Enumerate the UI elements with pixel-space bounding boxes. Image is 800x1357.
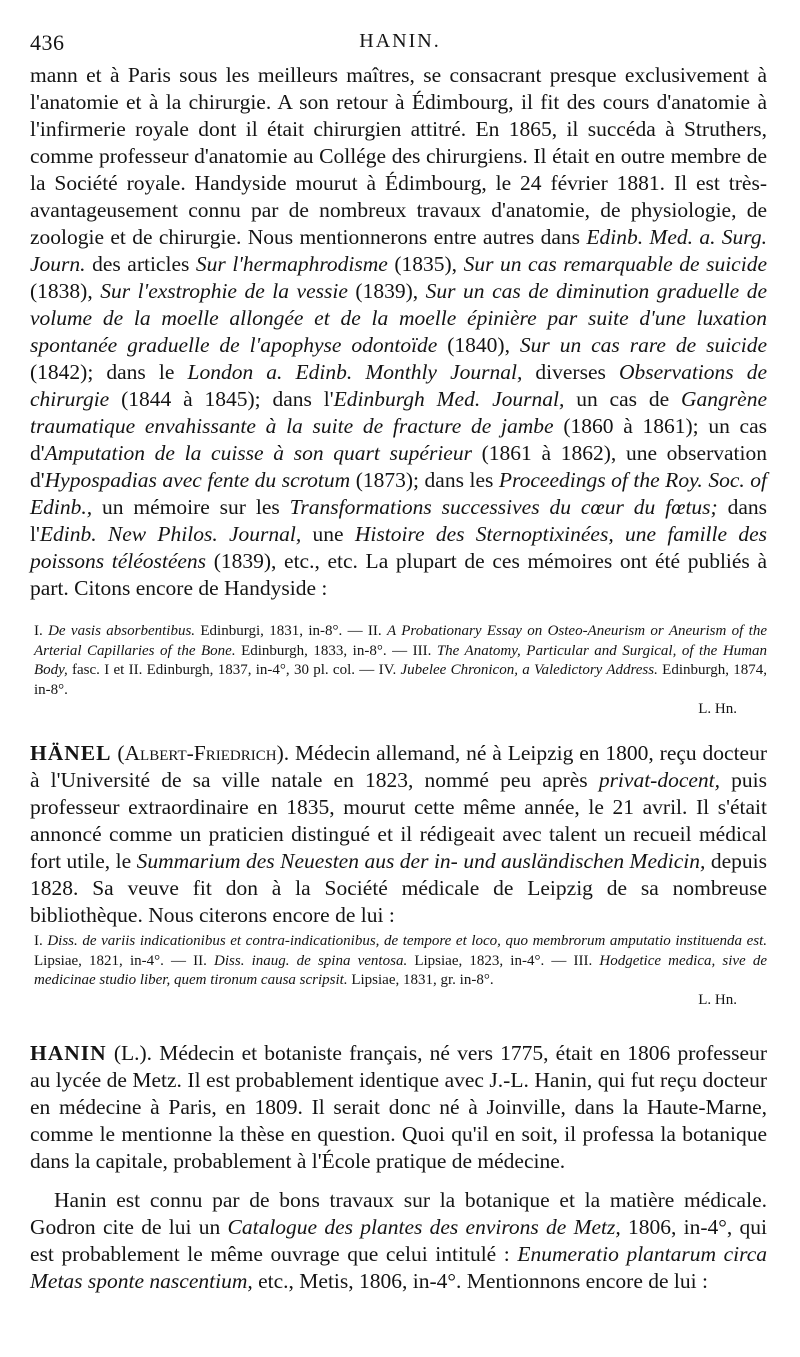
text-run: depuis 1828. Sa veuve fit don à la Société médicale de Leipzig de sa nombreuse bibliothèque. Nous citerons encore de lui : — [30, 849, 767, 927]
running-head: HANIN. — [359, 30, 441, 52]
text-run: une — [301, 522, 355, 546]
text-run: un mémoire sur les — [92, 495, 290, 519]
hanin-entry — [30, 1040, 767, 1175]
page-number: 436 — [30, 30, 65, 55]
text-run: I. — [34, 623, 49, 639]
work-title: Edinburgh Med. Journal, — [333, 387, 565, 411]
entry-forenames: (L.). — [113, 1041, 153, 1065]
bib-title: Hodgetice medica, sive de medicinae studio liber, quem tironum causa scripsit. — [34, 952, 767, 988]
author-signature: L. Hn. — [698, 991, 737, 1008]
work-title: Edinb. New Philos. Journal, — [39, 522, 302, 546]
text-run: des articles — [85, 252, 196, 276]
text-run: I. — [34, 933, 48, 949]
text-run: (1842); dans le — [30, 360, 188, 384]
work-title: Gangrène traumatique envahissante à la suite de fracture de jambe — [30, 387, 768, 438]
work-title: Enumeratio plantarum circa Metas sponte nascentium, — [30, 1242, 768, 1293]
bib-title: The Anatomy, Particular and Surgical, of the Human Body, — [34, 642, 768, 678]
text-run: Edinburgi, 1831, in-8°. — II. — [195, 623, 388, 639]
work-title: Sur un cas de diminution graduelle de volume de la moelle allongée et de la moelle épinière par suite d'une luxation spontanée graduelle de l'apophyse odontoïde — [30, 279, 767, 357]
text-run: fasc. I et II. Edinburgh, 1837, in-4°, 30 pl. col. — IV. — [67, 662, 401, 678]
entry-headword: HANIN — [30, 1041, 107, 1065]
text-run: (1839), etc., etc. La plupart de ces mémoires ont été publiés à part. Citons encore de Handyside : — [30, 549, 767, 600]
text-run: Hanin est connu par de bons travaux sur la botanique et la matière médicale. Godron cite de lui un — [30, 1188, 767, 1239]
hanin-paragraph-2 — [30, 1187, 767, 1295]
work-title: Proceedings of the Roy. Soc. of Edinb., — [30, 468, 768, 519]
work-title: Histoire des Sternoptixinées, une famille des poissons téléostéens — [30, 522, 767, 573]
hanel-bibliography — [34, 932, 767, 1010]
text-run: puis professeur extraordinaire en 1835, mourut cette même année, le 21 avril. Il s'était annoncé comme un praticien distingué et il rédigeait avec talent un recueil médical fort utile, le — [30, 768, 767, 873]
text-run: dans l' — [30, 495, 767, 546]
author-signature: L. Hn. — [698, 701, 737, 717]
bib-title: Jubelee Chronicon, a Valedictory Address. — [400, 662, 658, 678]
text-run: 1806, in-4°, qui est probablement le même ouvrage que celui intitulé : — [30, 1215, 767, 1266]
entry-forenames: (Albert-Friedrich). — [117, 741, 290, 765]
work-title: Observations de chirurgie — [30, 360, 768, 411]
work-title: Sur l'hermaphrodisme — [195, 252, 388, 276]
text-run: (1873); dans les — [350, 468, 499, 492]
work-title: Transformations successives du cœur du fœtus; — [289, 495, 718, 519]
text-run: (1861 à 1862), une observation d' — [30, 441, 767, 492]
work-title: Edinb. Med. a. Surg. Journ. — [30, 225, 767, 276]
text-run: (1844 à 1845); dans l' — [109, 387, 334, 411]
page-header — [30, 30, 770, 60]
text-run: Edinburgh, 1874, in-8°. — [34, 662, 767, 698]
handyside-bibliography — [34, 622, 767, 720]
text-run: (1840), — [437, 333, 520, 357]
text-run: Médecin allemand, né à Leipzig en 1800, reçu docteur à l'Université de sa ville natale en 1823, nommé peu après — [30, 741, 767, 792]
work-title: Sur un cas rare de suicide — [519, 333, 767, 357]
work-title: Amputation de la cuisse à son quart supérieur — [44, 441, 472, 465]
text-run: un cas de — [564, 387, 682, 411]
work-title: privat-docent, — [598, 768, 721, 792]
hanel-entry — [30, 740, 767, 929]
work-title: Sur un cas remarquable de suicide — [463, 252, 767, 276]
handyside-paragraph — [30, 62, 767, 602]
work-title: Hypospadias avec fente du scrotum — [44, 468, 351, 492]
text-run: Edinburgh, 1833, in-8°. — III. — [235, 642, 437, 659]
work-title: London a. Edinb. Monthly Journal, — [187, 360, 523, 384]
bib-title: De vasis absorbentibus. — [48, 623, 196, 639]
text-run: Lipsiae, 1831, gr. in-8°. — [347, 972, 494, 988]
text-run: (1835), — [387, 252, 464, 276]
text-run: (1839), — [347, 279, 426, 303]
text-run: Lipsiae, 1821, in-4°. — II. — [34, 952, 215, 969]
bib-title: Diss. inaug. de spina ventosa. — [214, 952, 408, 969]
text-run: etc., Metis, 1806, in-4°. Mentionnons encore de lui : — [252, 1269, 708, 1293]
text-run: Médecin et botaniste français, né vers 1775, était en 1806 professeur au lycée de Metz. Il est probablement identique avec J.-L. Hanin, qui fut reçu docteur en médecine à Paris, en 1809. Il serait donc né à Joinville, dans la Haute-Marne, comme le mentionne la thèse en question. Quoi qu'il en soit, il professa la botanique dans la capitale, probablement à l'École pratique de médecine. — [30, 1041, 767, 1173]
work-title: Summarium des Neuesten aus der in- und ausländischen Medicin, — [136, 849, 706, 873]
bib-title: A Probationary Essay on Osteo-Aneurism or Aneurism of the Arterial Capillaries of the Bone. — [34, 623, 768, 659]
work-title: Catalogue des plantes des environs de Metz, — [227, 1215, 621, 1239]
work-title: Sur l'exstrophie de la vessie — [100, 279, 348, 303]
text-run: (1860 à 1861); un cas d' — [30, 414, 767, 465]
handyside-text: mann et à Paris sous les meilleurs maîtres, se consacrant presque exclusivement à l'anatomie et à la chirurgie. A son retour à Édimbourg, il fit des cours d'anatomie à l'infirmerie royale dont il était chirurgien attitré. En 1865, il succéda à Struthers, comme professeur d'anatomie au Collége des chirurgiens. Il était en outre membre de la Société royale. Handyside mourut à Édimbourg, le 24 février 1881. Il est très-avantageusement connu par de nombreux travaux d'anatomie, de physiologie, de zoologie et de chirurgie. Nous mentionnerons entre autres dans — [30, 63, 767, 249]
text-run: (1838), — [30, 279, 101, 303]
text-run: diverses — [522, 360, 619, 384]
entry-headword: HÄNEL — [30, 741, 112, 765]
bib-title: Diss. de variis indicationibus et contra-indicationibus, de tempore et loco, quo membrorum amputatio instituenda est. — [47, 933, 767, 949]
text-run: Lipsiae, 1823, in-4°. — III. — [407, 952, 600, 969]
